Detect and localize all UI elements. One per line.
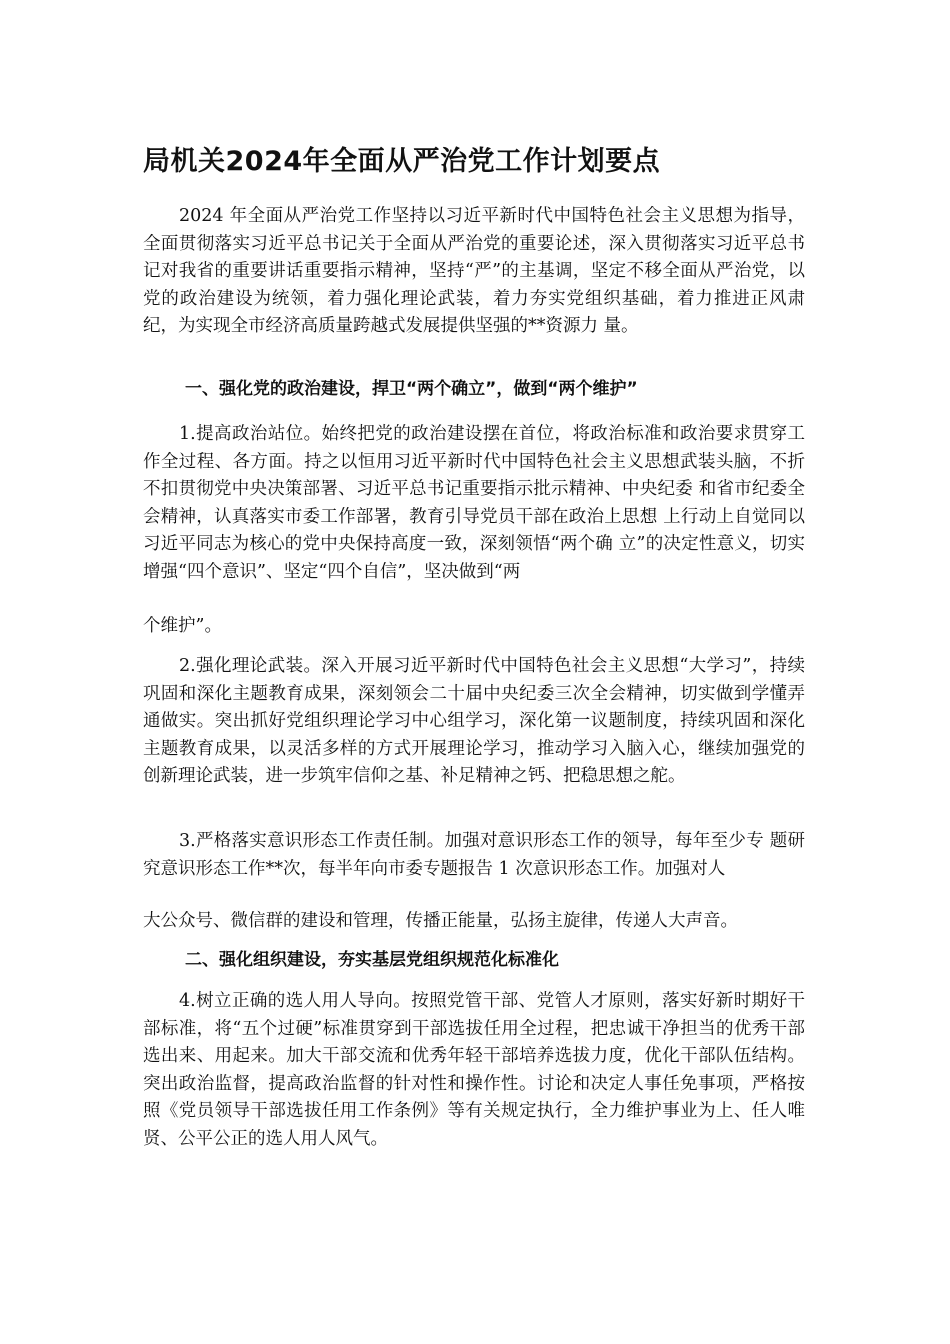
intro-paragraph: 2024 年全面从严治党工作坚持以习近平新时代中国特色社会主义思想为指导，全面贯彻落实习近平总书记关于全面从严治党的重要论述，深入贯彻落实习近平总书记对我省的重要讲话重要指示精神，坚持“严”的主基调，坚定不移全面从严治党，以党的政治建设为统领，着力强化理论武装，着力夯实党组织基础，着力推进正风肃纪，为实现全市经济高质量跨越式发展提供坚强的**资源力 量。 bbox=[143, 206, 805, 336]
item-2-paragraph: 2.强化理论武装。深入开展习近平新时代中国特色社会主义思想“大学习”，持续巩固和深化主题教育成果，深刻领会二十届中央纪委三次全会精神，切实做到学懂弄通做实。突出抓好党组织理论学习中心组学习，深化第一议题制度，持续巩固和深化主题教育成果，以灵活多样的方式开展理论学习，推动学习入脑入心，继续加强党的创新理论武装，进一步筑牢信仰之基、补足精神之钙、把稳思想之舵。 bbox=[143, 656, 805, 786]
document-title: 局机关2024年全面从严治党工作计划要点 bbox=[143, 146, 661, 177]
item-3-tail: 大公众号、微信群的建设和管理，传播正能量，弘扬主旋律，传递人大声音。 bbox=[143, 911, 738, 931]
item-3-paragraph: 3.严格落实意识形态工作责任制。加强对意识形态工作的领导，每年至少专 题研究意识形态工作**次，每半年向市委专题报告 1 次意识形态工作。加强对人 bbox=[143, 831, 805, 879]
item-1-paragraph bbox=[143, 421, 805, 586]
item-4-paragraph: 4.树立正确的选人用人导向。按照党管干部、党管人才原则，落实好新时期好干部标准，将“五个过硬”标准贯穿到干部选拔任用全过程，把忠诚干净担当的优秀干部选出来、用起来。加大干部交流和优秀年轻干部培养选拔力度，优化干部队伍结构。突出政治监督，提高政治监督的针对性和操作性。讨论和决定人事任免事项，严格按照《党员领导干部选拔任用工作条例》等有关规定执行，全力维护事业为上、任人唯贤、公平公正的选人用人风气。 bbox=[143, 991, 805, 1149]
section-2-heading: 二、强化组织建设，夯实基层党组织规范化标准化 bbox=[185, 950, 559, 970]
item-1-text: 1.提高政治站位。始终把党的政治建设摆在首位，将政治标准和政治要求贯穿工作全过程、各方面。持之以恒用习近平新时代中国特色社会主义思想武装头脑，不折不扣贯彻党中央决策部署、习近平总书记重要指示批示精神、中央纪委 和省市纪委全会精神，认真落实市委工作部署，教育引导党员干部在政治上思想 上行动上自觉同以习近平同志为核心的党中央保持高度一致，深刻领悟“两个确 立”的决定性意义，切实增强“四个意识”、坚定“四个自信”，坚决做到“两 bbox=[143, 424, 805, 582]
item-1-tail: 个维护”。 bbox=[143, 616, 222, 636]
section-1-heading: 一、强化党的政治建设，捍卫“两个确立”，做到“两个维护” bbox=[185, 379, 638, 399]
